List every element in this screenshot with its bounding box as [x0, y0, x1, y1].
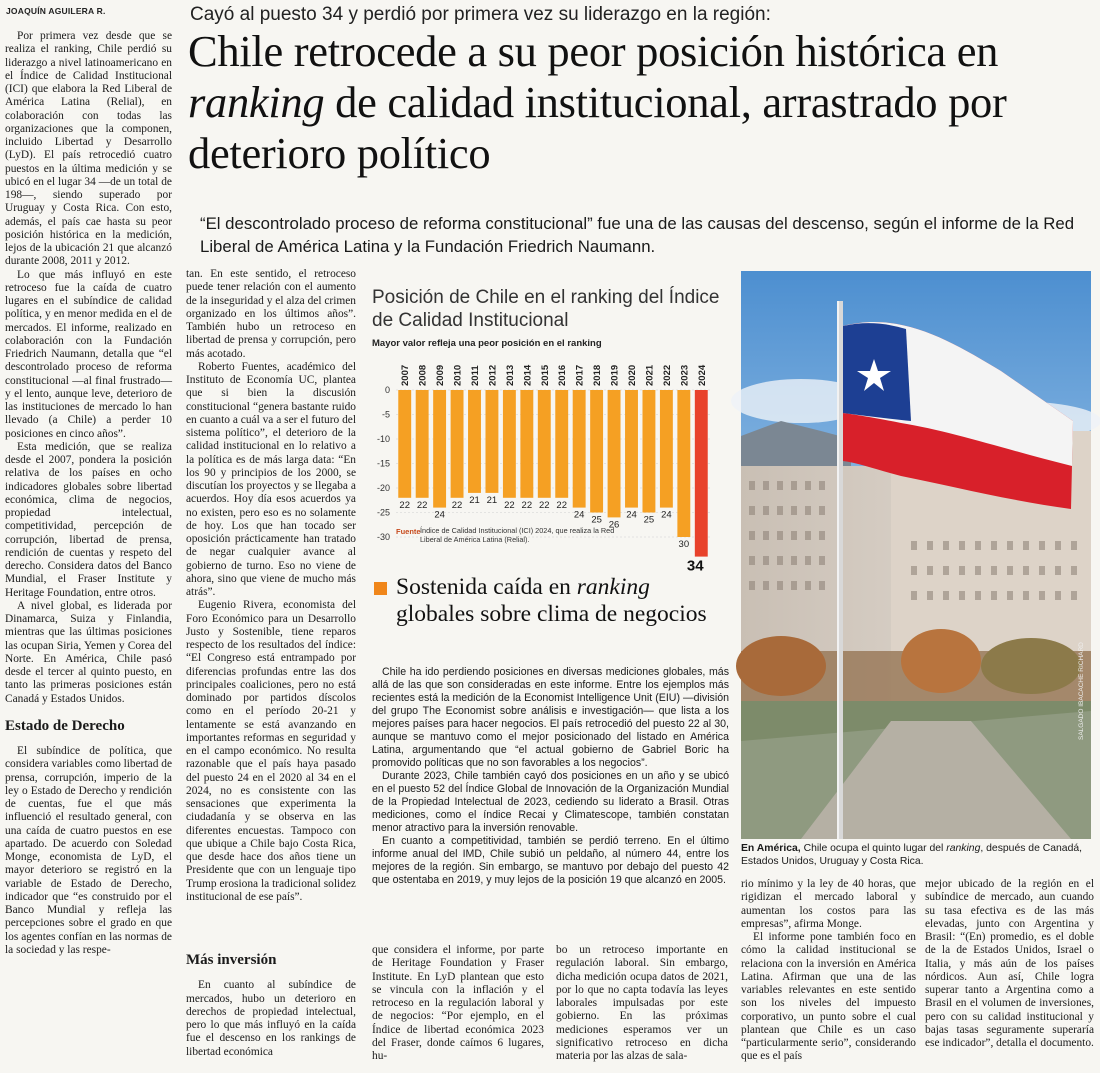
article-column-5 [556, 944, 728, 1070]
x-tick-label: 2020 [627, 364, 638, 386]
bar [642, 390, 655, 513]
article-column-2 [186, 268, 356, 948]
data-label: 26 [608, 519, 620, 531]
deck: “El descontrolado proceso de reforma constitucional” fue una de las causas del descenso, según el informe de la Red Liberal de América Latina y la Fundación Friedrich Naumann. [200, 214, 1075, 256]
bar [433, 390, 446, 508]
paragraph: Por primera vez desde que se realiza el ranking, Chile perdió su liderazgo a nivel latinoamericano en el Índice de Calidad Institucional (ICI) que elabora la Red Liberal de América Latina (Relial), en colaboración con todas las organizaciones que la componen, incluido Libertad y Desarrollo (LyD). El país retrocedió cuatro puestos en la última medición y se ubicó en el lugar 34 —de un total de 198—, siendo superado por Uruguay y Costa Rica. Con esto, además, el país cae hasta su peor posición histórica en la medición, lejos de la ubicación 21 que alcanzó durante 2008, 2011 y 2012. [5, 30, 172, 268]
bar [695, 390, 708, 557]
x-tick-label: 2010 [452, 364, 464, 386]
bar [485, 390, 498, 493]
data-label: 21 [469, 494, 480, 506]
x-tick-label: 2024 [696, 364, 708, 386]
y-tick-label: -25 [376, 507, 390, 518]
source-label: Fuente [396, 527, 421, 536]
data-label: 30 [678, 539, 690, 550]
box-text [372, 666, 729, 887]
y-tick-label: -30 [376, 532, 390, 542]
bar [416, 390, 429, 498]
paragraph: Lo que más influyó en este retroceso fue la caída de cuatro lugares en el subíndice de calidad política, y en menor medida en el de mercados. El informe, realizado en colaboración con la Fundación Friedrich Naumann, detalla que “el descontrolado proceso de reforma constitucional —al final frustrado— y el lento, aunque leve, deterioro de las instituciones de mercado lo han llevado (a Chile) a perder 10 posiciones en cinco años”. [5, 268, 172, 440]
x-tick-label: 2019 [609, 364, 621, 386]
paragraph: Roberto Fuentes, académico del Instituto de Economía UC, plantea que si bien la discusión constitucional “genera bastante ruido en cuanto a cuál va a ser el futuro del sistema político”, el deterioro de la calidad institucional en lo relativo a la política es de más larga data: “En los 90 y principios de los 2000, se discutían los proyectos y se llegaba a acuerdos. Hoy día esos acuerdos ya no existen, pero eso es no solamente de hoy. Los que han tocado ser oposición prácticamente han tratado de negar cualquier avance al gobierno de turno. Eso no viene de ahora, sino que viene de mucho más atrás”. [186, 360, 356, 598]
headline-part2: de calidad institucional, arrastrado por deterioro político [188, 77, 1007, 178]
paragraph: A nivel global, es liderada por Dinamarca, Suiza y Finlandia, mientras que las últimas posiciones las ocupan Siria, Yemen y Corea del Norte. En América, Chile pasó desde el tercer al quinto puesto, en tanto las primeras posiciones están Canadá y Estados Unidos. [5, 599, 172, 705]
paragraph: rio mínimo y la ley de 40 horas, que rigidizan el mercado laboral y aumentan los costos para las empresas”, afirma Monge. [741, 878, 916, 930]
bar [573, 390, 586, 508]
y-tick-label: -20 [376, 483, 390, 493]
bar [625, 390, 638, 508]
data-label: 22 [538, 499, 550, 511]
x-tick-label: 2018 [592, 364, 604, 386]
source-text [420, 526, 620, 550]
chart-subtitle: Mayor valor refleja una peor posición en el ranking [372, 338, 602, 349]
x-tick-label: 2021 [644, 364, 656, 386]
bar [555, 390, 568, 498]
x-tick-label: 2008 [417, 364, 429, 386]
x-tick-label: 2017 [574, 364, 586, 386]
paragraph: que considera el informe, por parte de Heritage Foundation y Fraser Institute. En LyD plantean que esto se vincula con la inflación y el retroceso en la regulación laboral y de negocios: “Por ejemplo, en el Índice de libertad económica 2023 del Fraser, donde caímos 6 lugares, hu- [372, 944, 544, 1062]
paragraph: mejor ubicado de la región en el subíndice de mercado, aun cuando su tasa efectiva es de las más elevadas, junto con Argentina y Brasil: “(En) promedio, es el doble de la de Estados Unidos, Israel o Italia, y más aún de los países nórdicos. Aun así, Chile logra superar tanto a Argentina como a Brasil en el volumen de inversiones, pero con su calidad institucional y bajas tasas seguramente superaría ese indicador”, detalla el documento. [925, 878, 1094, 1049]
paragraph: Chile ha ido perdiendo posiciones en diversas mediciones globales, más allá de las que son consideradas en este informe. Entre los ejemplos más recientes está la medición de la Economist Intelligence Unit (EIU) —división del grupo The Economist sobre análisis e investigación— que lista a los mejores países para hacer negocios. El país retrocedió del puesto 22 al 30, aunque se mantuvo como el mejor posicionado del listado en América Latina, argumentando que “el actual gobierno de Gabriel Boric ha promovido políticas que no son favorables a los negocios”. [372, 666, 729, 769]
data-label: 22 [416, 499, 428, 511]
bar [451, 390, 464, 498]
paragraph: tan. En este sentido, el retroceso puede tener relación con el aumento de la inseguridad y el alza del crimen organizado en los últimos años”. También hubo un retroceso en libertad de prensa y corrupción, pero más acotado. [186, 268, 356, 360]
kicker: Cayó al puesto 34 y perdió por primera vez su liderazgo en la región: [190, 4, 771, 25]
data-label: 22 [521, 499, 533, 511]
data-label: 25 [591, 514, 602, 526]
headline-italic: ranking [188, 77, 325, 127]
bar [538, 390, 551, 498]
x-tick-label: 2007 [400, 364, 412, 386]
data-label: 22 [399, 499, 411, 511]
paragraph: En cuanto al subíndice de mercados, hubo un deterioro en derechos de propiedad intelectual, pero lo que más influyó en la caída fue el descenso en los rankings de libertad económica [186, 979, 356, 1058]
x-tick-label: 2023 [679, 364, 691, 386]
photo-caption: En América, Chile ocupa el quinto lugar del ranking, después de Canadá, Estados Unidos, Uruguay y Costa Rica. [741, 843, 1083, 867]
x-tick-label: 2016 [557, 364, 569, 386]
x-tick-label: 2012 [487, 364, 499, 386]
box-title: Sostenida caída en ranking globales sobre clima de negocios [396, 574, 707, 627]
article-column-6 [741, 878, 916, 1070]
data-label: 34 [686, 557, 704, 575]
bar [677, 390, 690, 537]
headline [188, 26, 1093, 179]
y-tick-label: -10 [376, 434, 390, 444]
x-tick-label: 2011 [470, 365, 481, 386]
paragraph: El informe pone también foco en cómo la calidad institucional se relaciona con la inversión en América Latina. Afirman que una de las variables relevantes en este sentido son los niveles del impuesto corporativo, un punto sobre el cual plantean que Chile es un caso “particularmente serio”, considerando que es el país [741, 931, 916, 1063]
paragraph: Eugenio Rivera, economista del Foro Económico para un Desarrollo Justo y Sostenible, tiene reparos respecto de los resultados del índice: “El Congreso está entrampado por diferencias profundas entre las dos principales coaliciones, pero no está dominado por partidos díscolos como en el período 20-21 y lentamente se está avanzando en importantes reformas en seguridad y en el campo económico. No resulta razonable que el país haya pasado del puesto 24 en el 2020 al 34 en el 2024, no es consistente con las sensaciones que experimenta la ciudadanía y se observa en las diferentes encuestas. Tampoco con que ubique a Chile bajo Costa Rica, que desde hace dos años tiene un Presidente que con un lenguaje tipo Trump erosiona la tradicional solidez institucional de ese país”. [186, 599, 356, 903]
flag-scene-illustration [741, 271, 1091, 839]
ranking-bar-chart [368, 356, 723, 575]
y-tick-label: 0 [384, 385, 390, 395]
y-tick-label: -15 [376, 458, 390, 469]
byline: JOAQUÍN AGUILERA R. [6, 6, 106, 16]
bar [503, 390, 516, 498]
headline-part1: Chile retrocede a su peor posición histórica en [188, 26, 999, 76]
data-label: 24 [434, 509, 445, 521]
bar [590, 390, 603, 513]
section-heading: Estado de Derecho [5, 717, 125, 734]
source-text-body: Índice de Calidad Institucional (ICI) 2024, que realiza la Red Liberal de América Latina (Relial). [420, 526, 615, 544]
data-label: 22 [556, 499, 568, 511]
article-column-4 [372, 944, 544, 1070]
chart-title: Posición de Chile en el ranking del Índice de Calidad Institucional [372, 287, 720, 331]
bar [468, 390, 481, 493]
bar [398, 390, 411, 498]
x-tick-label: 2013 [504, 364, 516, 386]
data-label: 24 [573, 509, 585, 521]
section-heading: Más inversión [186, 952, 277, 968]
paragraph: Durante 2023, Chile también cayó dos posiciones en un año y se ubicó en el puesto 52 del Índice Global de Innovación de la Organización Mundial de la Propiedad Intelectual de 2023, cediendo su liderato a Brasil. Otras mediciones, como el índice Recai y Climatescope, también constatan menor atractivo para la inversión renovable. [372, 770, 729, 834]
paragraph: El subíndice de política, que considera variables como libertad de prensa, corrupción, imperio de la ley o Estado de Derecho y rendición de cuentas, fue el que más influenció el resultado general, con una caída de cuatro puestos en ese apartado. De acuerdo con Soledad Monge, economista de LyD, el mayor deterioro se registró en la variable de Estado de Derecho, indicador que “es construido por el Banco Mundial y refleja las percepciones sobre el grado en que los agentes confían en las normas de la sociedad y las respe- [5, 745, 172, 956]
data-label: 22 [504, 499, 515, 511]
x-tick-label: 2015 [539, 364, 551, 386]
paragraph: bo un retroceso importante en regulación laboral. Sin embargo, dicha medición ocupa datos de 2021, por lo que no capta todavía las leyes laborales impulsadas por este gobierno. En las próximas mediciones esperamos ver un significativo retroceso en dicha materia por las alzas de sala- [556, 944, 728, 1062]
y-tick-label: -5 [381, 409, 390, 420]
data-label: 24 [626, 509, 637, 521]
data-label: 21 [486, 494, 498, 506]
article-column-7 [925, 878, 1094, 1070]
paragraph: Esta medición, que se realiza desde el 2007, pondera la posición relativa de los países en ocho indicadores globales sobre libertad económica, clima de negocios, propiedad intelectual, competitividad, percepción de corrupción, libertad de prensa, rendición de cuentas y respeto del derecho. Considera datos del Banco Mundial, el Fraser Institute y Heritage Foundation, entre otros. [5, 440, 172, 599]
data-label: 22 [451, 499, 463, 511]
bar [660, 390, 673, 508]
photo-credit: SALGADO IBACACHE RICHARD [1078, 642, 1085, 740]
box-marker-icon [374, 582, 387, 595]
bar [608, 390, 621, 517]
photo-chile-flag [741, 271, 1091, 839]
article-column-1 [5, 30, 172, 1070]
article-column-3 [186, 950, 356, 1070]
x-tick-label: 2022 [661, 364, 673, 386]
data-label: 24 [661, 509, 672, 521]
x-tick-label: 2009 [435, 364, 447, 386]
bar [520, 390, 533, 498]
paragraph: En cuanto a competitividad, también se perdió terreno. En el último informe anual del IMD, Chile subió un peldaño, al número 44, entre los mejores de la región. Sin embargo, se mantuvo por debajo del puesto 42 que ostentaba en 2019, y muy lejos de la posición 19 que alcanzó en 2005. [372, 835, 729, 886]
data-label: 25 [643, 514, 655, 526]
x-tick-label: 2014 [522, 364, 534, 386]
